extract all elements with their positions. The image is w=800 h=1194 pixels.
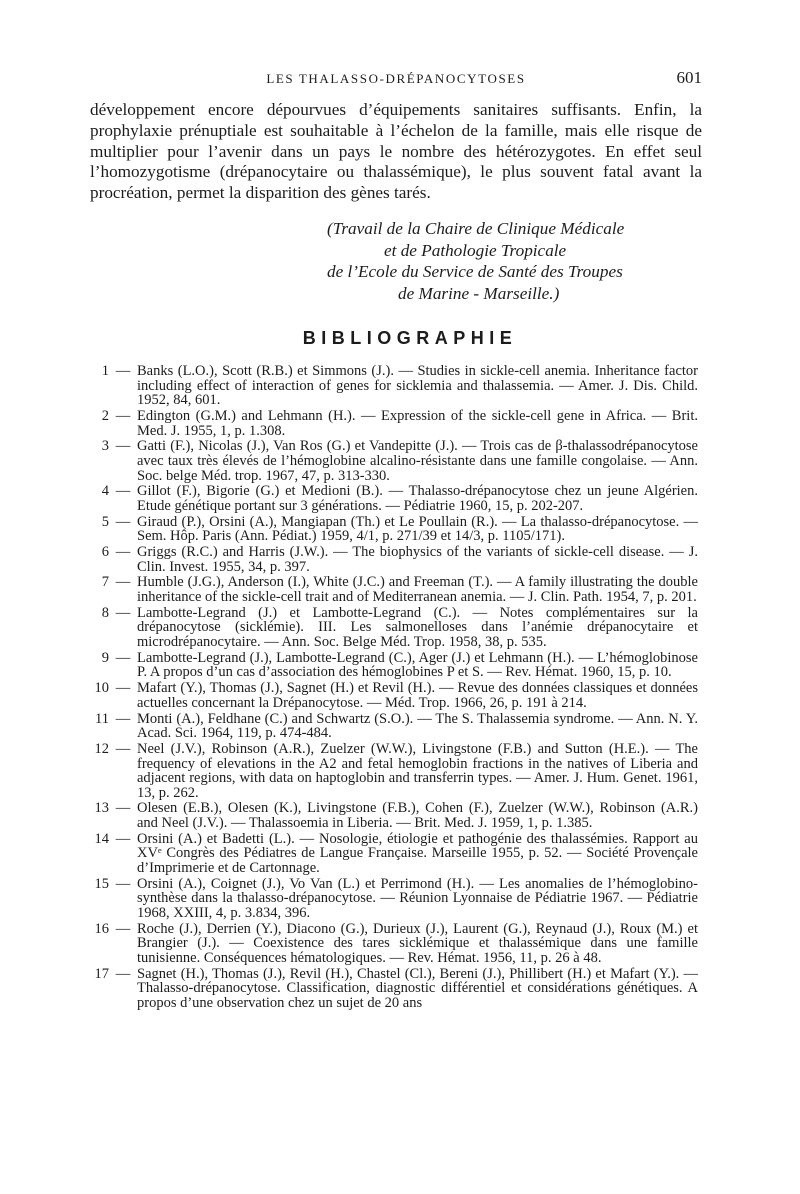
page-number: 601 <box>676 68 702 87</box>
reference-text: Gillot (F.), Bigorie (G.) et Medioni (B.). — Thalasso-drépanocytose chez un jeune Algérien. Etude génétique portant sur 3 générations. — Pédiatrie 1960, 15, p. 202-207. <box>137 483 698 514</box>
reference-item <box>82 651 698 680</box>
reference-dash: — <box>115 875 131 892</box>
reference-number: 15 <box>94 875 109 892</box>
affiliation-line: (Travail de la Chaire de Clinique Médicale <box>327 219 625 238</box>
running-title: LES THALASSO-DRÉPANOCYTOSES <box>266 71 526 86</box>
bibliography-heading: BIBLIOGRAPHIE <box>302 328 518 348</box>
affiliation-note <box>320 218 680 304</box>
reference-number: 2 <box>101 407 109 424</box>
reference-item <box>82 439 698 483</box>
reference-dash: — <box>115 438 131 455</box>
reference-text: Edington (G.M.) and Lehmann (H.). — Expression of the sickle-cell gene in Africa. — Brit. Med. J. 1955, 1, p. 1.308. <box>137 407 698 439</box>
reference-dash: — <box>115 649 131 666</box>
reference-number: 12 <box>94 740 109 757</box>
reference-number: 10 <box>94 680 109 697</box>
reference-text: Lambotte-Legrand (J.), Lambotte-Legrand (C.), Ager (J.) et Lehmann (H.). — L’hémoglobinose P. A propos d’un cas d’association des hémoglobines P et S. — Rev. Hémat. 1960, 15, p. 10. <box>137 649 698 681</box>
reference-dash: — <box>115 830 131 847</box>
affiliation-line: et de Pathologie Tropicale <box>384 240 567 260</box>
reference-number: 8 <box>101 604 109 621</box>
reference-dash: — <box>115 710 131 727</box>
reference-text: Mafart (Y.), Thomas (J.), Sagnet (H.) et Revil (H.). — Revue des données classiques et données actuelles concernant la Drépanocytose. — Méd. Trop. 1966, 26, p. 191 à 214. <box>137 680 698 711</box>
reference-item <box>82 801 698 830</box>
reference-item <box>82 742 698 800</box>
reference-dash: — <box>115 544 131 561</box>
page-header <box>90 68 702 90</box>
reference-number: 7 <box>101 574 109 591</box>
reference-dash: — <box>115 680 131 697</box>
reference-text: Neel (J.V.), Robinson (A.R.), Zuelzer (W.W.), Livingstone (F.B.) and Sutton (H.E.). — The frequency of elevations in the A2 and fetal hemoglobin fractions in the natives of Liberia and adjacent regions, with data on haptoglobin and transferrin types. — Amer. J. Hum. Genet. 1961, 13, p. 262. <box>137 740 698 801</box>
reference-item <box>82 606 698 650</box>
reference-item <box>82 364 698 408</box>
reference-item <box>82 545 698 574</box>
intro-text: développement encore dépourvues d’équipements sanitaires suffisants. Enfin, la prophylaxie prénuptiale est souhaitable à l’échelon de la famille, mais elle risque de multiplier pour l’avenir dans un pays le nombre des hétérozygotes. En effet seul l’homozygotisme (drépanocytaire ou thalassémique), le plus souvent fatal avant la procréation, permet la disparition des gènes tarés. <box>90 100 702 203</box>
reference-text: Sagnet (H.), Thomas (J.), Revil (H.), Chastel (Cl.), Bereni (J.), Phillibert (H.) et Mafart (Y.). — Thalasso-drépanocytose. Classification, diagnostic différentiel et considérations génétiques. A propos d’une observation chez un sujet de 20 ans <box>137 965 698 1011</box>
reference-list <box>82 364 698 1012</box>
reference-dash: — <box>115 513 131 530</box>
reference-dash: — <box>115 574 131 591</box>
reference-number: 13 <box>94 800 109 817</box>
affiliation-line: de Marine - Marseille.) <box>398 283 560 303</box>
reference-text: Griggs (R.C.) and Harris (J.W.). — The biophysics of the variants of sickle-cell disease. — J. Clin. Invest. 1955, 34, p. 397. <box>137 544 698 575</box>
reference-number: 17 <box>94 965 109 982</box>
reference-dash: — <box>115 800 131 817</box>
reference-item <box>82 877 698 921</box>
reference-dash: — <box>115 483 131 500</box>
reference-number: 14 <box>94 830 109 847</box>
reference-dash: — <box>115 604 131 621</box>
reference-text: Monti (A.), Feldhane (C.) and Schwartz (S.O.). — The S. Thalassemia syndrome. — Ann. N. Y. Acad. Sci. 1964, 119, p. 474-484. <box>137 710 698 742</box>
reference-item <box>82 832 698 876</box>
reference-text: Lambotte-Legrand (J.) et Lambotte-Legrand (C.). — Notes complémentaires sur la drépanocytose (sicklémie). III. Les salmonelloses dans l’anémie drépanocytaire et microdrépanocytaire. — Ann. Soc. Belge Méd. Trop. 1958, 38, p. 535. <box>137 604 698 650</box>
reference-number: 6 <box>101 544 109 561</box>
reference-item <box>82 681 698 710</box>
reference-text: Roche (J.), Derrien (Y.), Diacono (G.), Durieux (J.), Laurent (G.), Reynaud (J.), Roux (M.) et Brangier (J.). — Coexistence des tares sicklémique et thalassémique dans une famille tunisienne. Conséquences hématologiques. — Rev. Hémat. 1956, 11, p. 26 à 48. <box>137 920 698 966</box>
reference-number: 1 <box>101 363 109 379</box>
reference-item <box>82 515 698 544</box>
reference-item <box>82 922 698 966</box>
reference-text: Banks (L.O.), Scott (R.B.) et Simmons (J.). — Studies in sickle-cell anemia. Inheritance factor including effect of interaction of genes for sicklemia and thalassemia. — Amer. J. Dis. Child. 1952, 84, 601. <box>137 363 698 409</box>
reference-text: Orsini (A.) et Badetti (L.). — Nosologie, étiologie et pathogénie des thalassémies. Rapport au XVᵉ Congrès des Pédiatres de Langue Française. Marseille 1955, p. 52. — Société Provençale d’Imprimerie et de Cartonnage. <box>137 830 698 877</box>
reference-item <box>82 575 698 604</box>
reference-text: Orsini (A.), Coignet (J.), Vo Van (L.) et Perrimond (H.). — Les anomalies de l’hémoglobino-synthèse dans la thalasso-drépanocytose. — Réunion Lyonnaise de Pédiatrie 1967. — Pédiatrie 1968, XXIII, 4, p. 3.834, 396. <box>137 875 698 921</box>
affiliation-line: de l’Ecole du Service de Santé des Troupes <box>327 262 623 281</box>
reference-item <box>82 409 698 438</box>
reference-item <box>82 712 698 741</box>
reference-number: 16 <box>94 920 109 937</box>
intro-paragraph <box>90 100 702 204</box>
reference-text: Giraud (P.), Orsini (A.), Mangiapan (Th.) et Le Poullain (R.). — La thalasso-drépanocytose. — Sem. Hôp. Paris (Ann. Pédiat.) 1959, 4/1, p. 271/39 et 14/3, p. 1105/171). <box>137 513 698 545</box>
reference-number: 4 <box>101 483 109 500</box>
reference-dash: — <box>115 920 131 937</box>
reference-dash: — <box>115 363 131 379</box>
reference-number: 5 <box>101 513 109 530</box>
reference-text: Humble (J.G.), Anderson (I.), White (J.C.) and Freeman (T.). — A family illustrating the double inheritance of the sickle-cell trait and of Mediterranean anemia. — J. Clin. Path. 1954, 7, p. 201. <box>137 574 698 606</box>
reference-text: Gatti (F.), Nicolas (J.), Van Ros (G.) et Vandepitte (J.). — Trois cas de β-thalassodrépanocytose avec taux très élevés de l’hémoglobine alcalino-résistante dans une famille congolaise. — Ann. Soc. belge Méd. trop. 1967, 47, p. 313-330. <box>137 438 698 484</box>
reference-dash: — <box>115 407 131 424</box>
reference-number: 11 <box>95 710 109 727</box>
reference-dash: — <box>115 740 131 757</box>
reference-number: 3 <box>101 438 109 455</box>
reference-text: Olesen (E.B.), Olesen (K.), Livingstone (F.B.), Cohen (F.), Zuelzer (W.W.), Robinson (A.R.) and Neel (J.V.). — Thalassoemia in Liberia. — Brit. Med. J. 1959, 1, p. 1.385. <box>137 800 698 832</box>
reference-number: 9 <box>101 649 109 666</box>
reference-item <box>82 967 698 1011</box>
reference-item <box>82 484 698 513</box>
reference-dash: — <box>115 965 131 982</box>
